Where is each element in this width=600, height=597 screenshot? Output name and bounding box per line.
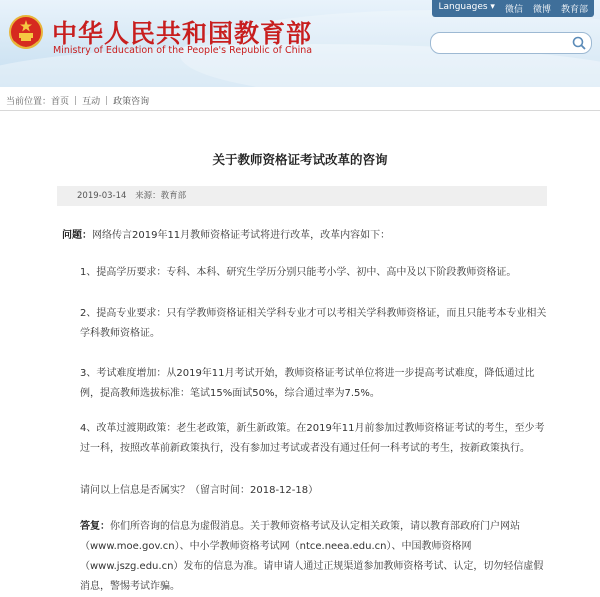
breadcrumb-separator: | xyxy=(74,95,78,106)
breadcrumb-interaction[interactable]: 互动 xyxy=(82,97,101,107)
breadcrumb-home[interactable]: 首页 xyxy=(51,97,70,107)
item-4: 4、改革过渡期政策：老生老政策，新生新政策。在2019年11月前参加过教师资格证考试的考生，至少考过一科，按照改革前新政策执行，没有参加过考试或者没有通过任何一科考试的考生，按新政策执行。 xyxy=(80,423,545,454)
item-3: 3、考试难度增加：从2019年11月考试开始，教师资格证考试单位将进一步提高考试难度，降低通过比例，提高教师选拔标准：笔试15%面试50%，综合通过率为7.5%。 xyxy=(80,368,535,399)
ministry-link[interactable]: 教育部 xyxy=(560,5,588,15)
search-icon[interactable] xyxy=(571,35,587,51)
breadcrumb-label: 当前位置： xyxy=(6,97,52,107)
question-intro: 网络传言2019年11月教师资格证考试将进行改革，改革内容如下： xyxy=(92,230,391,241)
site-title[interactable]: 中华人民共和国教育部 xyxy=(52,19,313,48)
answer-label: 答复： xyxy=(80,521,110,532)
top-links xyxy=(432,0,594,17)
breadcrumb-separator: | xyxy=(105,95,109,106)
answer-text: 你们所咨询的信息为虚假消息。关于教师资格考试及认定相关政策，请以教育部政府门户网站（www.moe.gov.cn）、中小学教师资格考试网（ntce.neea.edu.cn）、中国教师资格网（www.jszg.edu.cn）发布的信息为准。请申请人通过正规渠道参加教师资格考试、认定，切勿轻信虚假消息，警惕考试诈骗。 xyxy=(80,521,544,592)
item-1: 1、提高学历要求：专科、本科、研究生学历分别只能考小学、初中、高中及以下阶段教师资格证。 xyxy=(80,267,517,278)
breadcrumb xyxy=(6,94,149,107)
languages-link[interactable]: Languages ▾ xyxy=(438,2,495,12)
closing-question: 请问以上信息是否属实？（留言时间：2018-12-18） xyxy=(80,485,319,496)
national-emblem-icon[interactable] xyxy=(8,14,44,52)
article-panel xyxy=(0,110,600,592)
wechat-link[interactable]: 微信 xyxy=(504,5,523,15)
search-input[interactable] xyxy=(439,36,573,56)
question-paragraph xyxy=(62,226,547,246)
search-box xyxy=(430,32,592,54)
article-title: 关于教师资格证考试改革的咨询 xyxy=(212,152,388,167)
site-header xyxy=(0,0,600,87)
breadcrumb-policy-consult[interactable]: 政策咨询 xyxy=(113,97,150,107)
article-meta xyxy=(57,186,547,206)
weibo-link[interactable]: 微博 xyxy=(532,5,551,15)
site-title-english: Ministry of Education of the People's Republic of China xyxy=(53,45,313,56)
article-source: 来源：教育部 xyxy=(135,191,187,201)
question-label: 问题： xyxy=(62,230,92,241)
answer-paragraph xyxy=(80,517,550,597)
item-2: 2、提高专业要求：只有学教师资格证相关学科专业才可以考相关学科教师资格证，而且只能考本专业相关学科教师资格证。 xyxy=(80,308,547,339)
article-date: 2019-03-14 xyxy=(77,191,127,201)
